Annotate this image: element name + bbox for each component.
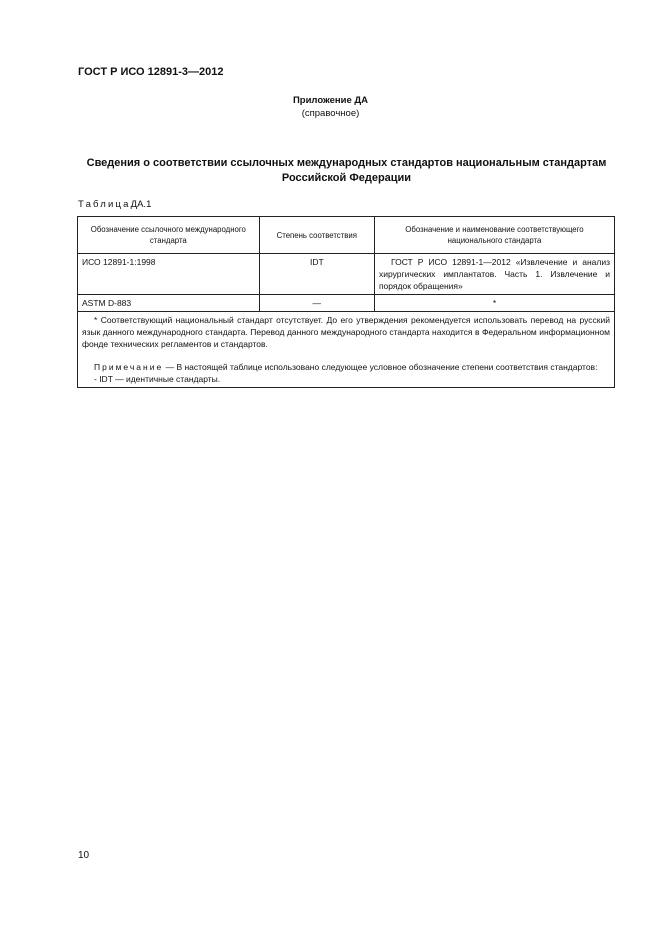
table-footnote-cell bbox=[78, 312, 615, 388]
footnote-text: * Соответствующий национальный стандарт отсутствует. До его утверждения рекомендуется использовать перевод на русский язык данного международного стандарта. Перевод данного международного стандарта находится в Федеральном информационном фонде технических регламентов и стандартов. bbox=[82, 315, 610, 349]
table-row bbox=[78, 295, 615, 312]
table-footnote-row bbox=[78, 312, 615, 388]
section-title-line-2: Российской Федерации bbox=[281, 172, 412, 184]
table-row bbox=[78, 254, 615, 295]
section-title bbox=[78, 156, 615, 186]
table-header-row bbox=[78, 217, 615, 254]
header-reference-standard: Обозначение ссылочного международного стандарта bbox=[78, 217, 260, 254]
section-title-line-1: Сведения о соответствии ссылочных международных стандартов национальным стандартам bbox=[86, 157, 607, 169]
document-code: ГОСТ Р ИСО 12891-3—2012 bbox=[78, 66, 224, 78]
table-label bbox=[78, 199, 151, 210]
correspondence-table bbox=[77, 216, 615, 388]
cell-degree: IDT bbox=[259, 254, 374, 295]
note-paragraph bbox=[82, 361, 610, 373]
cell-degree: — bbox=[259, 295, 374, 312]
cell-national: ГОСТ Р ИСО 12891-1—2012 «Извлечение и анализ хирургических имплантатов. Часть 1. Извлечение и порядок обращения» bbox=[374, 254, 614, 295]
table-label-prefix: Таблица bbox=[78, 199, 131, 210]
annex-title: Приложение ДА bbox=[292, 95, 369, 106]
page-number: 10 bbox=[78, 850, 90, 861]
cell-national: * bbox=[374, 295, 614, 312]
header-national-standard: Обозначение и наименование соответствующего национального стандарта bbox=[374, 217, 614, 254]
note-label: Примечание bbox=[94, 362, 164, 372]
cell-reference: ИСО 12891-1:1998 bbox=[78, 254, 260, 295]
note-text: — В настоящей таблице использовано следующее условное обозначение степени соответствия стандартов: bbox=[165, 362, 598, 372]
annex-type: (справочное) bbox=[301, 108, 360, 119]
cell-reference: ASTM D-883 bbox=[78, 295, 260, 312]
table-label-id: ДА.1 bbox=[130, 199, 152, 210]
annex-heading bbox=[0, 94, 661, 120]
header-degree: Степень соответствия bbox=[259, 217, 374, 254]
note-item: - IDT — идентичные стандарты. bbox=[94, 374, 221, 384]
